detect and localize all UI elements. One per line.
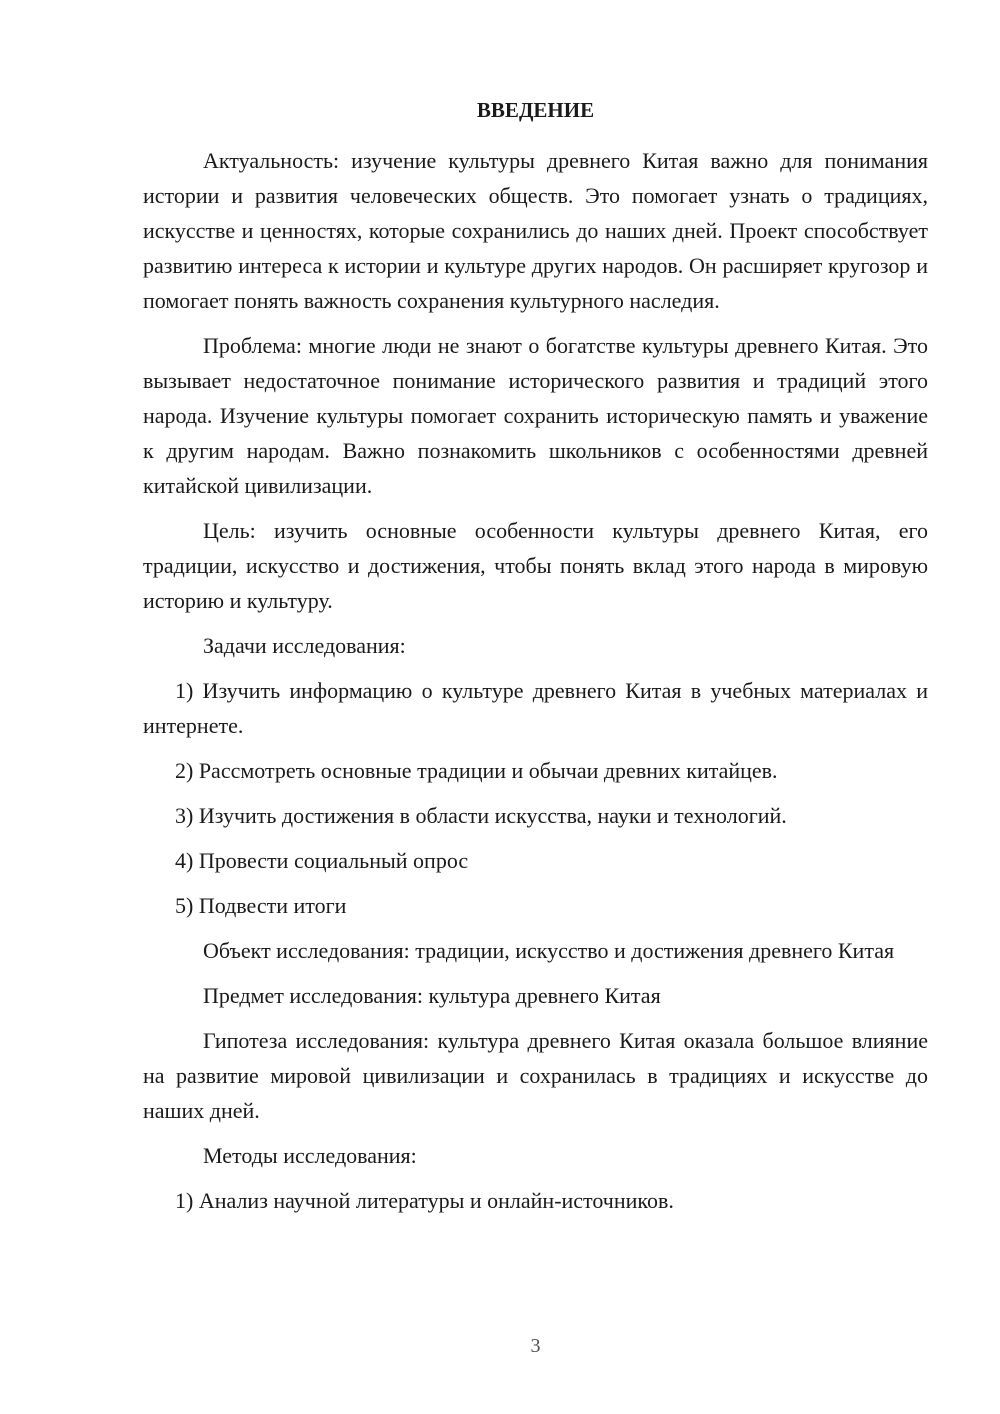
tasks-heading: Задачи исследования: — [203, 633, 406, 658]
page-number: 3 — [530, 1335, 541, 1357]
task-item: 5) Подвести итоги — [175, 893, 347, 918]
goal-paragraph: Цель: изучить основные особенности культуры древнего Китая, его традиции, искусство и достижения, чтобы понять вклад этого народа в мировую историю и культуру. — [143, 518, 928, 613]
subject-paragraph: Предмет исследования: культура древнего Китая — [203, 983, 661, 1008]
document-body — [143, 143, 928, 1228]
task-item: 2) Рассмотреть основные традиции и обычаи древних китайцев. — [175, 758, 778, 783]
methods-heading: Методы исследования: — [203, 1143, 417, 1168]
problem-paragraph: Проблема: многие люди не знают о богатстве культуры древнего Китая. Это вызывает недостаточное понимание исторического развития и традиций этого народа. Изучение культуры помогает сохранить историческую память и уважение к другим народам. Важно познакомить школьников с особенностями древней китайской цивилизации. — [143, 333, 928, 498]
task-item: 3) Изучить достижения в области искусства, науки и технологий. — [175, 803, 787, 828]
task-item: 4) Провести социальный опрос — [175, 848, 469, 873]
page-title: ВВЕДЕНИЕ — [476, 98, 595, 122]
object-paragraph: Объект исследования: традиции, искусство и достижения древнего Китая — [203, 938, 895, 963]
hypothesis-paragraph: Гипотеза исследования: культура древнего Китая оказала большое влияние на развитие мировой цивилизации и сохранилась в традициях и искусстве до наших дней. — [143, 1028, 928, 1123]
task-item: 1) Изучить информацию о культуре древнего Китая в учебных материалах и интернете. — [143, 678, 928, 738]
relevance-paragraph: Актуальность: изучение культуры древнего Китая важно для понимания истории и развития человеческих обществ. Это помогает узнать о традициях, искусстве и ценностях, которые сохранились до наших дней. Проект способствует развитию интереса к истории и культуре других народов. Он расширяет кругозор и помогает понять важность сохранения культурного наследия. — [143, 148, 928, 313]
method-item: 1) Анализ научной литературы и онлайн-источников. — [175, 1188, 674, 1213]
document-page — [143, 0, 928, 1414]
